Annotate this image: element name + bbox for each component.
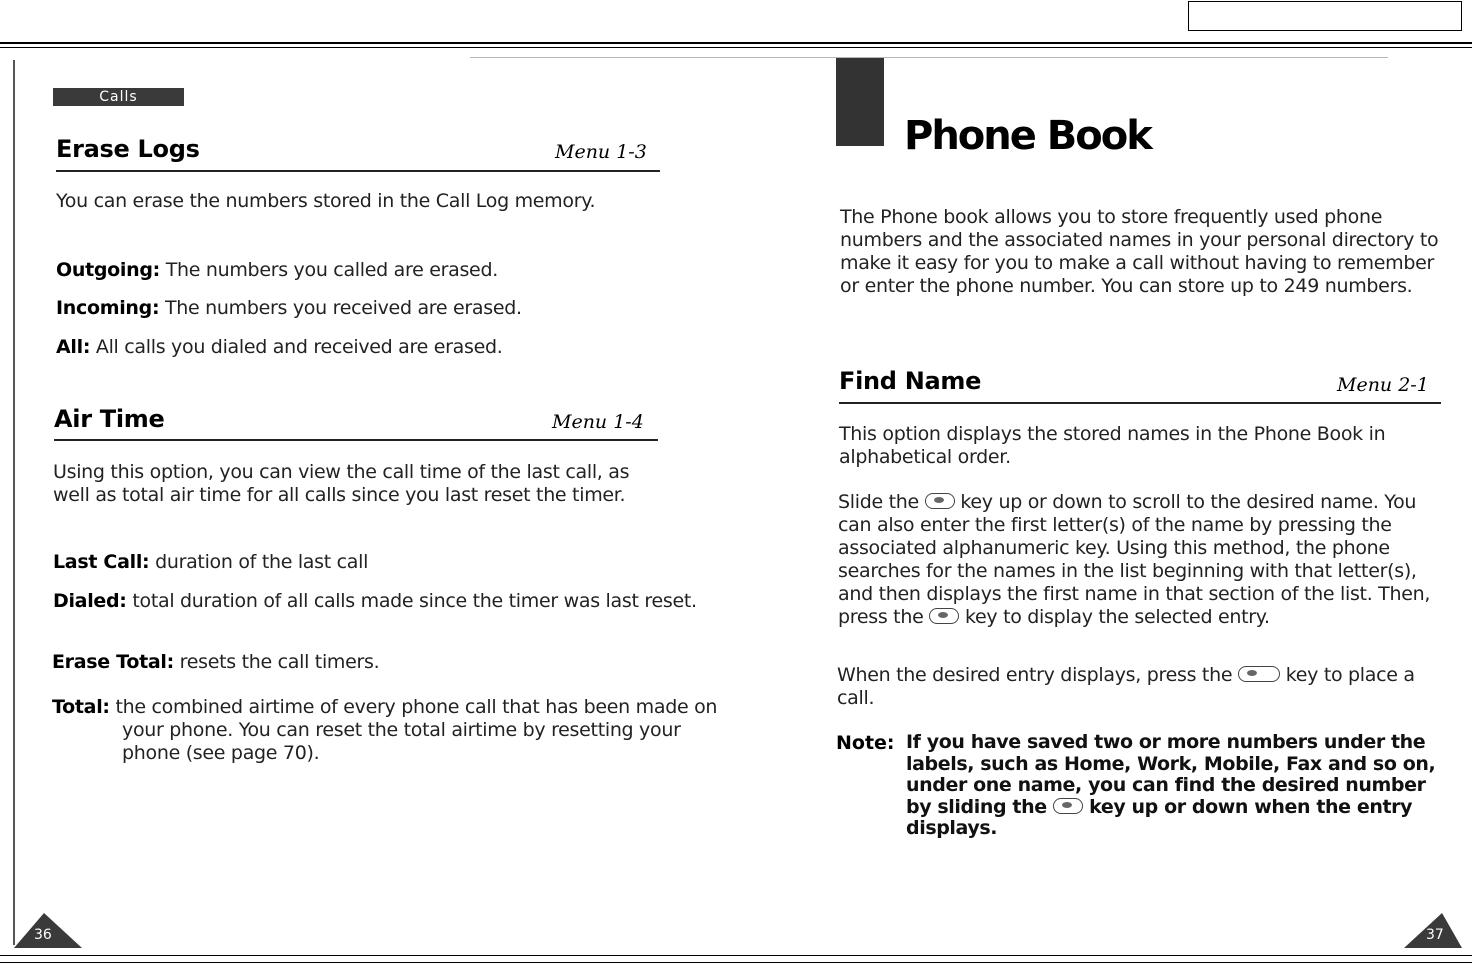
p2-end: key to display the selected entry. (964, 606, 1270, 628)
red-rule (470, 57, 1388, 58)
air-time-rule (54, 439, 658, 441)
last-call-text: duration of the last call (149, 551, 369, 573)
ok-key-icon (925, 493, 955, 509)
erase-total-item (52, 651, 652, 674)
dialed-text: total duration of all calls made since the timer was last reset. (126, 590, 697, 612)
total-text: the combined airtime of every phone call that has been made on your phone. You can reset the total airtime by resetting your phone (see page 70). (109, 696, 718, 764)
chapter-marker (836, 58, 884, 146)
top-rule (0, 42, 1472, 44)
phone-book-intro: The Phone book allows you to store frequently used phone numbers and the associated names in your personal directory to make it easy for you to make a call without having to remember or enter the phone number. You can store up to 249 numbers. (840, 206, 1439, 297)
p2-middle: key up or down to scroll to the desired name. You can also enter the first letter(s) of the name by pressing the associated alphanumeric key. Using this method, the phone searches for the names in the list beginning with that letter(s), and then displays the first name in that section of the list. Then, press the (838, 491, 1431, 628)
note-end: key up or down when the entry displays. (906, 795, 1413, 839)
total-label: Total: (52, 696, 110, 718)
all-item (56, 336, 656, 359)
find-name-p3 (837, 664, 1437, 710)
find-name-p2 (838, 491, 1438, 629)
p3-start: When the desired entry displays, press the (837, 664, 1233, 686)
erase-logs-intro: You can erase the numbers stored in the Call Log memory. (56, 190, 596, 212)
erase-logs-menu: Menu 1-3 (555, 141, 647, 163)
dialed-label: Dialed: (53, 590, 127, 612)
air-time-intro: Using this option, you can view the call time of the last call, as well as total air time for all calls since you last reset the timer. (53, 461, 630, 506)
p3-end: key to place a call. (837, 664, 1415, 709)
dialed-item (53, 590, 733, 613)
section-tag: Calls (53, 88, 184, 106)
outgoing-item (56, 259, 656, 282)
erase-total-label: Erase Total: (52, 651, 174, 673)
air-time-title: Air Time (54, 405, 165, 433)
bottom-rule (0, 955, 1472, 956)
incoming-label: Incoming: (56, 297, 160, 319)
note-start: If you have saved two or more numbers under the labels, such as Home, Work, Mobile, Fax and so on, under one name, you can find the desired number by sliding the (906, 731, 1436, 818)
find-name-p1: This option displays the stored names in the Phone Book in alphabetical order. (839, 423, 1386, 468)
chapter-title: Phone Book (904, 113, 1151, 159)
total-item (52, 696, 732, 765)
last-call-item (53, 551, 653, 574)
air-time-menu: Menu 1-4 (552, 411, 644, 433)
send-key-icon (1238, 666, 1280, 682)
outgoing-label: Outgoing: (56, 259, 160, 281)
top-rule-thin (0, 47, 1472, 48)
page-number-right: 37 (1426, 927, 1444, 943)
find-name-title: Find Name (839, 367, 982, 395)
erase-logs-rule (56, 170, 660, 172)
note-label: Note: (836, 732, 895, 754)
outgoing-text: The numbers you called are erased. (159, 259, 498, 281)
all-label: All: (56, 336, 91, 358)
last-call-label: Last Call: (53, 551, 150, 573)
p2-start: Slide the (838, 491, 919, 513)
find-name-rule (839, 402, 1441, 404)
incoming-item (56, 297, 656, 320)
header-box (1188, 1, 1462, 31)
page-edge (13, 60, 15, 945)
all-text: All calls you dialed and received are erased. (90, 336, 503, 358)
note-text (906, 732, 1436, 840)
erase-logs-title: Erase Logs (56, 135, 200, 163)
ok-key-icon (1053, 798, 1083, 814)
erase-total-text: resets the call timers. (173, 651, 380, 673)
bottom-rule-thin (0, 962, 1472, 963)
incoming-text: The numbers you received are erased. (159, 297, 522, 319)
page-number-left: 36 (34, 927, 52, 943)
ok-key-icon (929, 608, 959, 624)
find-name-menu: Menu 2-1 (1337, 374, 1429, 396)
